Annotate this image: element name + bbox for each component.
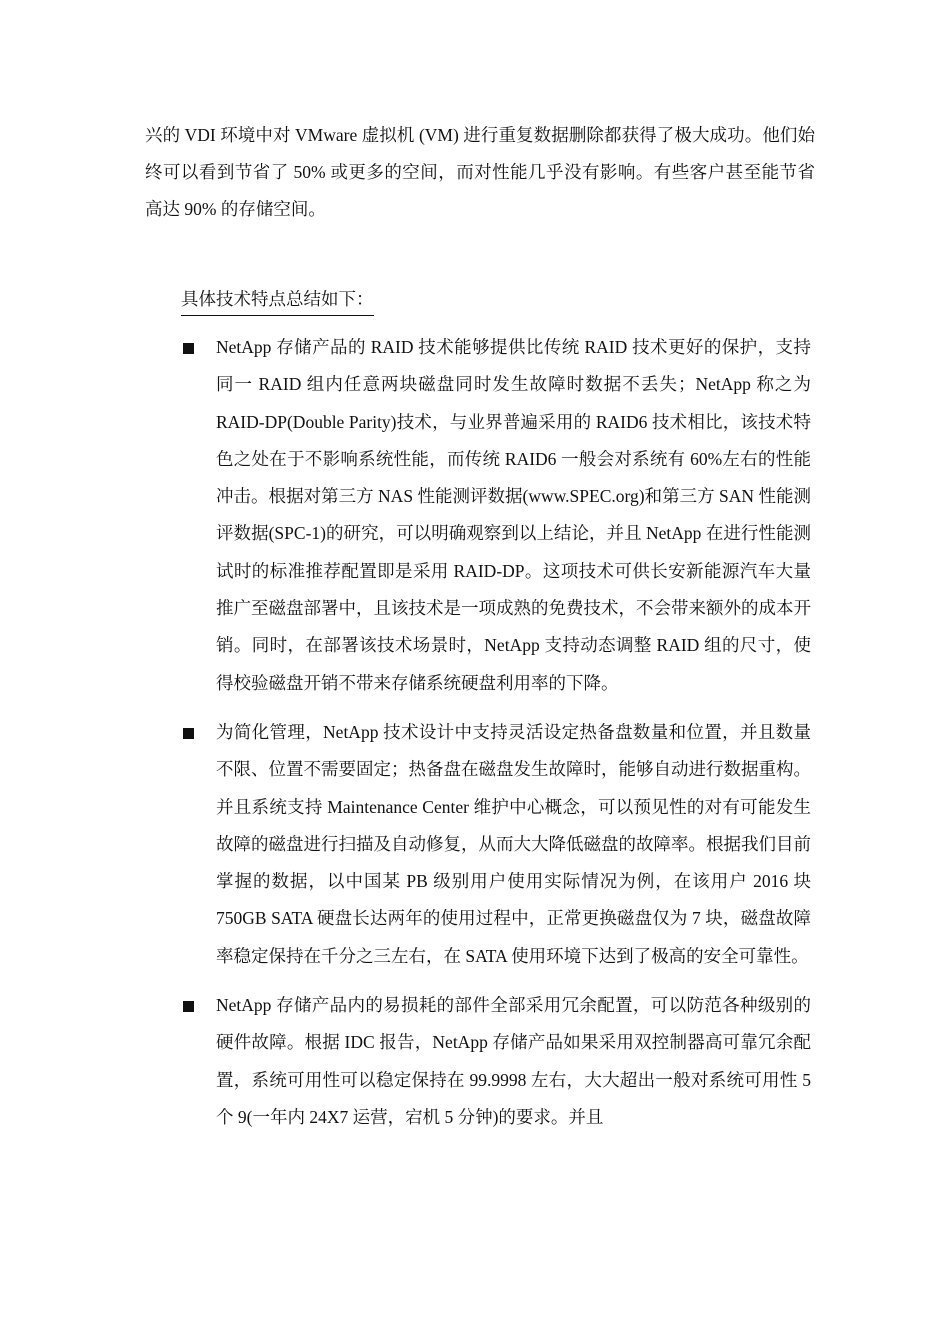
list-item-text: 为简化管理，NetApp 技术设计中支持灵活设定热备盘数量和位置，并且数量不限、位置不需要固定；热备盘在磁盘发生故障时，能够自动进行数据重构。并且系统支持 Maintenance Center 维护中心概念，可以预见性的对有可能发生故障的磁盘进行扫描及自动修复，从而大大降低磁盘的故障率。根据我们目前掌握的数据，以中国某 PB 级别用户使用实际情况为例，在该用户 2016 块 750GB SATA 硬盘长达两年的使用过程中，正常更换磁盘仅为 7 块，磁盘故障率稳定保持在千分之三左右，在 SATA 使用环境下达到了极高的安全可靠性。 — [216, 721, 811, 966]
square-bullet-icon — [183, 343, 194, 354]
square-bullet-icon — [183, 728, 194, 739]
feature-list — [181, 329, 811, 1148]
list-item-text: NetApp 存储产品的 RAID 技术能够提供比传统 RAID 技术更好的保护，支持同一 RAID 组内任意两块磁盘同时发生故障时数据不丢失；NetApp 称之为 RAID-DP(Double Parity)技术，与业界普遍采用的 RAID6 技术相比，该技术特色之处在于不影响系统性能，而传统 RAID6 一般会对系统有 60%左右的性能冲击。根据对第三方 NAS 性能测评数据(www.SPEC.org)和第三方 SAN 性能测评数据(SPC-1)的研究，可以明确观察到以上结论，并且 NetApp 在进行性能测试时的标准推荐配置即是采用 RAID-DP。这项技术可供长安新能源汽车大量推广至磁盘部署中，且该技术是一项成熟的免费技术，不会带来额外的成本开销。同时，在部署该技术场景时，NetApp 支持动态调整 RAID 组的尺寸，使得校验磁盘开销不带来存储系统硬盘利用率的下降。 — [216, 337, 811, 693]
section-heading: 具体技术特点总结如下： — [181, 284, 374, 316]
list-item — [181, 987, 811, 1136]
list-item-text: NetApp 存储产品内的易损耗的部件全部采用冗余配置，可以防范各种级别的硬件故障。根据 IDC 报告，NetApp 存储产品如果采用双控制器高可靠冗余配置，系统可用性可以稳定保持在 99.9998 左右，大大超出一般对系统可用性 5 个 9(一年内 24X7 运营，宕机 5 分钟)的要求。并且 — [216, 995, 811, 1127]
list-item — [181, 714, 811, 975]
intro-paragraph: 兴的 VDI 环境中对 VMware 虚拟机 (VM) 进行重复数据删除都获得了极大成功。他们始终可以看到节省了 50% 或更多的空间，而对性能几乎没有影响。有些客户甚至能节省高达 90% 的存储空间。 — [145, 125, 815, 219]
list-item — [181, 329, 811, 702]
square-bullet-icon — [183, 1001, 194, 1012]
